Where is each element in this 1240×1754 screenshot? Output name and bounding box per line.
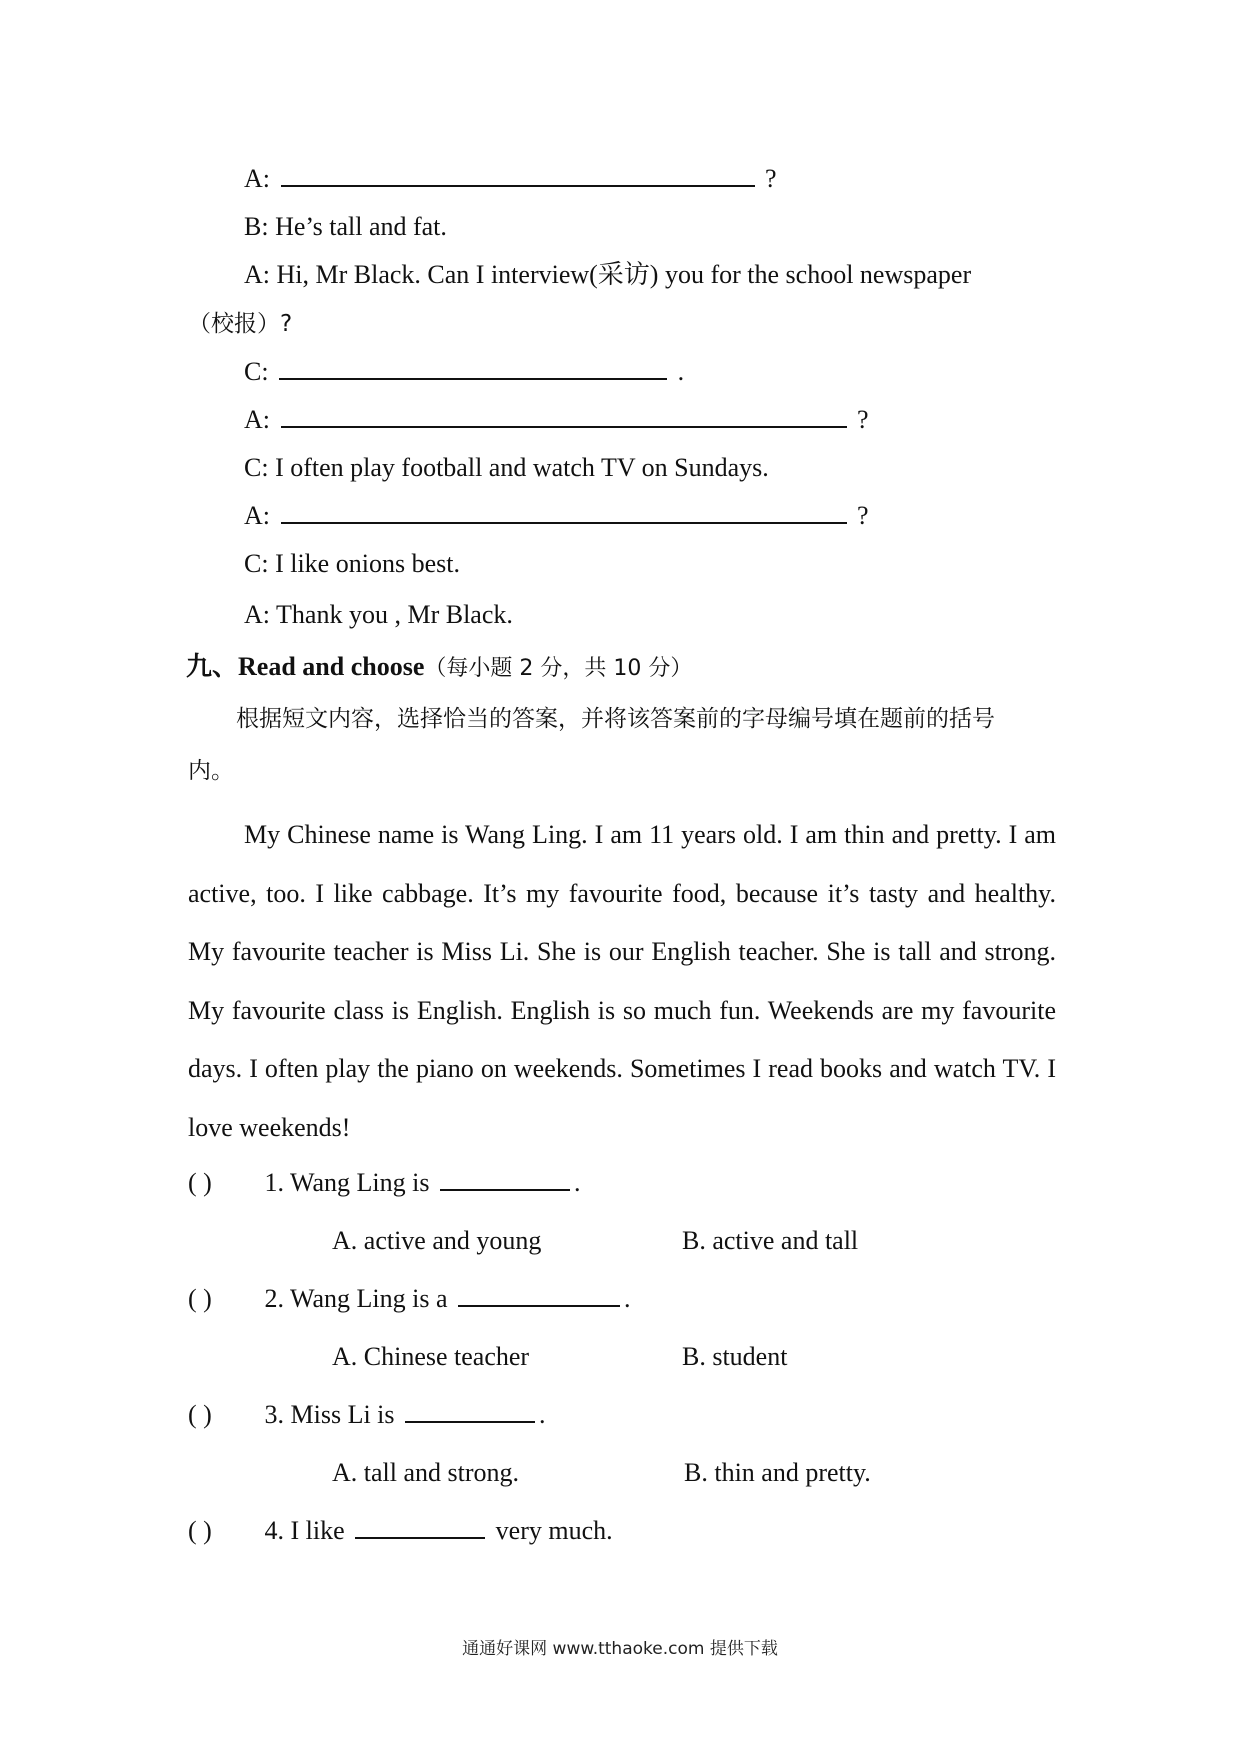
dialogue-line-7	[244, 499, 869, 533]
speaker-label: C:	[244, 453, 269, 482]
question-stem: 4. I like	[264, 1516, 345, 1545]
question-3	[188, 1398, 546, 1432]
answer-blank[interactable]	[281, 163, 755, 187]
q2-option-a[interactable]: A. Chinese teacher	[332, 1342, 530, 1371]
answer-blank[interactable]	[281, 404, 847, 428]
question-end: very much.	[495, 1516, 613, 1545]
q1-option-a[interactable]: A. active and young	[332, 1226, 542, 1255]
line-end: .	[677, 357, 685, 386]
dialogue-line-3-cont	[188, 306, 292, 341]
section-title: Read and choose	[238, 652, 425, 681]
speaker-label: C:	[244, 357, 269, 386]
dialogue-line-9	[244, 598, 513, 632]
answer-paren[interactable]: ( )	[188, 1516, 212, 1545]
q3-option-a[interactable]: A. tall and strong.	[332, 1458, 520, 1487]
question-end: .	[539, 1400, 546, 1429]
line-end: ?	[765, 164, 777, 193]
dialogue-line-6	[244, 451, 769, 485]
question-stem: 2. Wang Ling is a	[264, 1284, 448, 1313]
dialogue-line-2	[244, 210, 447, 244]
dialogue-line-8	[244, 547, 460, 581]
question-blank[interactable]	[440, 1167, 570, 1191]
section-instruction-cont: 内。	[188, 758, 234, 784]
speaker-label: A:	[244, 260, 270, 289]
dialogue-line-4	[244, 355, 684, 389]
dialogue-line-5	[244, 403, 869, 437]
speaker-label: A:	[244, 501, 270, 530]
question-end: .	[624, 1284, 631, 1313]
question-2	[188, 1282, 631, 1316]
speaker-label: C:	[244, 549, 269, 578]
dialogue-line-1	[244, 162, 777, 196]
speaker-label: A:	[244, 405, 270, 434]
dialogue-text: I like onions best.	[275, 549, 460, 578]
dialogue-text: I often play football and watch TV on Sundays.	[275, 453, 769, 482]
dialogue-text: Thank you , Mr Black.	[276, 600, 513, 629]
question-blank[interactable]	[458, 1283, 620, 1307]
line-end: ?	[857, 501, 869, 530]
section-note: （每小题 2 分，共 10 分）	[424, 656, 693, 681]
section-instruction: 根据短文内容，选择恰当的答案，并将该答案前的字母编号填在题前的括号	[236, 706, 995, 732]
question-1	[188, 1166, 580, 1200]
question-stem: 3. Miss Li is	[264, 1400, 395, 1429]
answer-blank[interactable]	[279, 356, 667, 380]
question-blank[interactable]	[355, 1515, 485, 1539]
section-number: 九、	[186, 652, 239, 682]
answer-paren[interactable]: ( )	[188, 1400, 212, 1429]
dialogue-line-3	[244, 258, 971, 292]
dialogue-text: （校报）?	[188, 311, 293, 337]
q1-option-b[interactable]: B. active and tall	[682, 1226, 859, 1255]
dialogue-text: Hi, Mr Black. Can I interview(采访) you for the school newspaper	[276, 260, 972, 289]
reading-passage: My Chinese name is Wang Ling. I am 11 years old. I am thin and pretty. I am active, too. I like cabbage. It’s my favourite food, because it’s tasty and healthy. My favourite teacher is Miss Li. She is our English teacher. She is tall and strong. My favourite class is English. English is so much fun. Weekends are my favourite days. I often play the piano on weekends. Sometimes I read books and watch TV. I love weekends!	[188, 820, 1056, 1142]
question-end: .	[573, 1168, 581, 1197]
q3-option-b[interactable]: B. thin and pretty.	[684, 1458, 871, 1487]
speaker-label: A:	[244, 600, 270, 629]
answer-blank[interactable]	[281, 500, 847, 524]
question-stem: 1. Wang Ling is	[264, 1168, 430, 1197]
answer-paren[interactable]: ( )	[188, 1284, 212, 1313]
speaker-label: B:	[244, 212, 269, 241]
q2-option-b[interactable]: B. student	[682, 1342, 788, 1371]
answer-paren[interactable]: ( )	[188, 1168, 212, 1197]
question-4	[188, 1514, 613, 1548]
section-heading	[186, 650, 692, 686]
line-end: ?	[857, 405, 869, 434]
speaker-label: A:	[244, 164, 270, 193]
question-blank[interactable]	[405, 1399, 535, 1423]
page-footer: 通通好课网 www.tthaoke.com 提供下载	[462, 1639, 778, 1659]
dialogue-text: He’s tall and fat.	[275, 212, 447, 241]
